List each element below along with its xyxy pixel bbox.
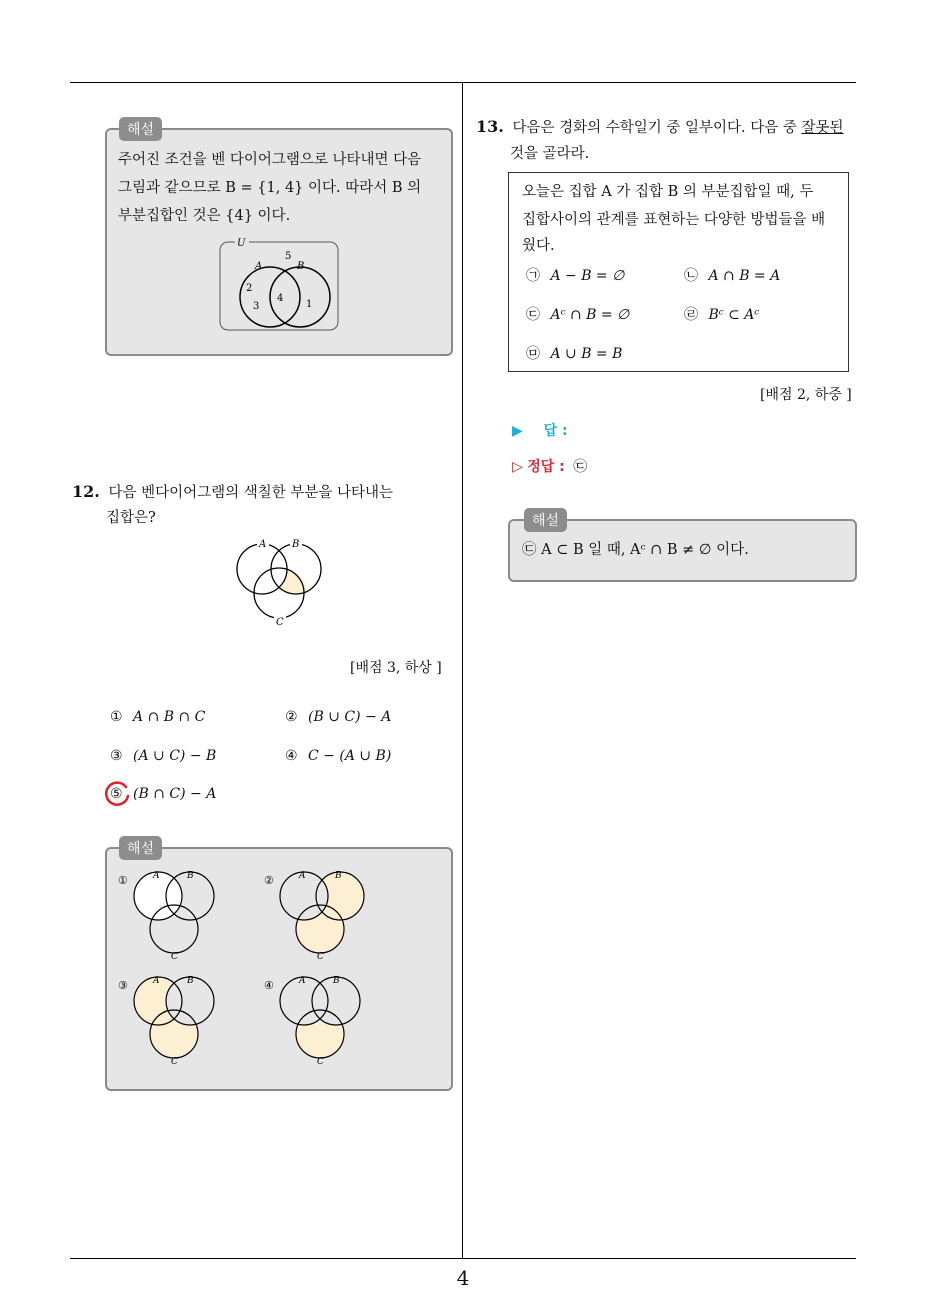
q11-expl-line1: 주어진 조건을 벤 다이어그램으로 나타내면 다음 xyxy=(118,152,422,168)
q11-venn-diagram xyxy=(215,235,345,335)
q13-item-2 xyxy=(684,265,780,285)
expl-venn-b: B xyxy=(333,976,340,986)
item-text: A ∩ B = A xyxy=(708,268,781,284)
q12-explanation-diagrams xyxy=(108,862,448,1084)
item-text: Bᶜ ⊂ Aᶜ xyxy=(708,307,760,323)
choice-text: (A ∪ C) − B xyxy=(133,748,217,764)
q13-box-line1: 오늘은 집합 A 가 집합 B 의 부분집합일 때, 두 xyxy=(522,184,814,200)
choice-number: ① xyxy=(110,709,123,725)
expl-venn-c: C xyxy=(317,952,324,962)
q12-venn-c: C xyxy=(276,617,284,628)
play-icon: ▶ xyxy=(512,423,523,439)
q12-line2: 집합은? xyxy=(106,510,156,526)
choice-number: ⑤ xyxy=(110,786,123,802)
expl-venn-c: C xyxy=(317,1057,324,1067)
venn-num-4: 4 xyxy=(277,293,284,304)
q12-choice-2[interactable] xyxy=(285,709,391,725)
q12-venn-diagram xyxy=(232,534,332,629)
venn-label-a: A xyxy=(255,261,263,272)
q13-item-1 xyxy=(526,265,624,285)
choice-number: ④ xyxy=(285,748,298,764)
answer-row xyxy=(512,420,568,440)
expl-num-4: ④ xyxy=(264,979,274,992)
q13-box-line2: 집합사이의 관계를 표현하는 다양한 방법들을 배 xyxy=(522,212,826,228)
venn-num-5: 5 xyxy=(285,251,292,262)
column-divider xyxy=(462,83,463,1258)
q13-meta: [배점 2, 하중 ] xyxy=(760,387,852,403)
venn-label-b: B xyxy=(297,261,305,272)
expl-venn-c: C xyxy=(171,1057,178,1067)
triangle-outline-icon: ▷ xyxy=(512,459,523,475)
venn-num-1: 1 xyxy=(306,299,313,310)
venn-num-2: 2 xyxy=(246,283,253,294)
expl-venn-a: A xyxy=(153,976,160,986)
expl-venn-1 xyxy=(118,871,214,962)
q12-choice-4[interactable] xyxy=(285,748,391,764)
expl-venn-a: A xyxy=(153,871,160,881)
q13-line1 xyxy=(476,113,843,142)
q12-number: 12. xyxy=(72,482,100,501)
q11-expl-line3: 부분집합인 것은 {4} 이다. xyxy=(118,208,291,224)
expl-venn-b: B xyxy=(187,871,194,881)
q13-item-3 xyxy=(526,304,629,324)
expl-venn-4 xyxy=(264,976,360,1067)
page-number: 4 xyxy=(456,1266,470,1290)
choice-text: C − (A ∪ B) xyxy=(308,748,392,764)
q12-choice-1[interactable] xyxy=(110,709,205,725)
expl-venn-3 xyxy=(118,976,214,1067)
q12-line1 xyxy=(72,478,393,507)
q11-expl-line2: 그림과 같으므로 B = {1, 4} 이다. 따라서 B 의 xyxy=(118,180,422,196)
item-text: Aᶜ ∩ B = ∅ xyxy=(550,307,630,323)
q13-item-4 xyxy=(684,304,759,324)
q12-meta: [배점 3, 하상 ] xyxy=(350,660,442,676)
expl-venn-a: A xyxy=(299,871,306,881)
correct-label: 정답 : xyxy=(527,459,565,475)
expl-venn-c: C xyxy=(171,952,178,962)
correct-answer-row xyxy=(512,456,587,476)
venn-label-u: U xyxy=(237,238,246,249)
correct-value: ㉢ xyxy=(573,459,588,475)
q13-explanation-text: ㉢ A ⊂ B 일 때, Aᶜ ∩ B ≠ ∅ 이다. xyxy=(522,542,749,558)
expl-venn-a: A xyxy=(299,976,306,986)
item-number: ㉢ xyxy=(526,307,540,323)
choice-number: ③ xyxy=(110,748,123,764)
expl-num-3: ③ xyxy=(118,979,128,992)
expl-venn-b: B xyxy=(187,976,194,986)
top-rule xyxy=(70,82,856,83)
expl-num-2: ② xyxy=(264,874,274,887)
venn-num-3: 3 xyxy=(253,301,260,312)
q13-question-text: 다음은 경화의 수학일기 중 일부이다. 다음 중 xyxy=(512,120,797,136)
item-number: ㉡ xyxy=(684,268,698,284)
explanation-tag: 해설 xyxy=(119,836,162,860)
q12-question-text: 다음 벤다이어그램의 색칠한 부분을 나타내는 xyxy=(108,485,394,501)
q12-venn-a: A xyxy=(259,539,267,550)
answer-mark-circle xyxy=(102,779,132,809)
q13-item-5 xyxy=(526,343,622,363)
item-number: ㉤ xyxy=(526,346,540,362)
explanation-tag: 해설 xyxy=(119,117,162,141)
q12-venn-b: B xyxy=(292,539,300,550)
answer-label: 답 : xyxy=(543,423,568,439)
bottom-rule xyxy=(70,1258,856,1259)
choice-text: (B ∩ C) − A xyxy=(133,786,217,802)
choice-text: (B ∪ C) − A xyxy=(308,709,392,725)
expl-venn-b: B xyxy=(335,871,342,881)
expl-num-1: ① xyxy=(118,874,128,887)
q13-box-line3: 웠다. xyxy=(522,238,555,254)
q13-number: 13. xyxy=(476,117,504,136)
explanation-tag: 해설 xyxy=(524,508,567,532)
choice-text: A ∩ B ∩ C xyxy=(133,709,206,725)
q12-choice-3[interactable] xyxy=(110,748,216,764)
item-text: A − B = ∅ xyxy=(550,268,625,284)
item-number: ㉠ xyxy=(526,268,540,284)
choice-number: ② xyxy=(285,709,298,725)
item-text: A ∪ B = B xyxy=(550,346,623,362)
item-number: ㉣ xyxy=(684,307,698,323)
expl-venn-2 xyxy=(264,871,364,962)
q13-underlined-word: 잘못된 xyxy=(801,120,844,136)
q13-line2: 것을 골라라. xyxy=(510,146,590,162)
